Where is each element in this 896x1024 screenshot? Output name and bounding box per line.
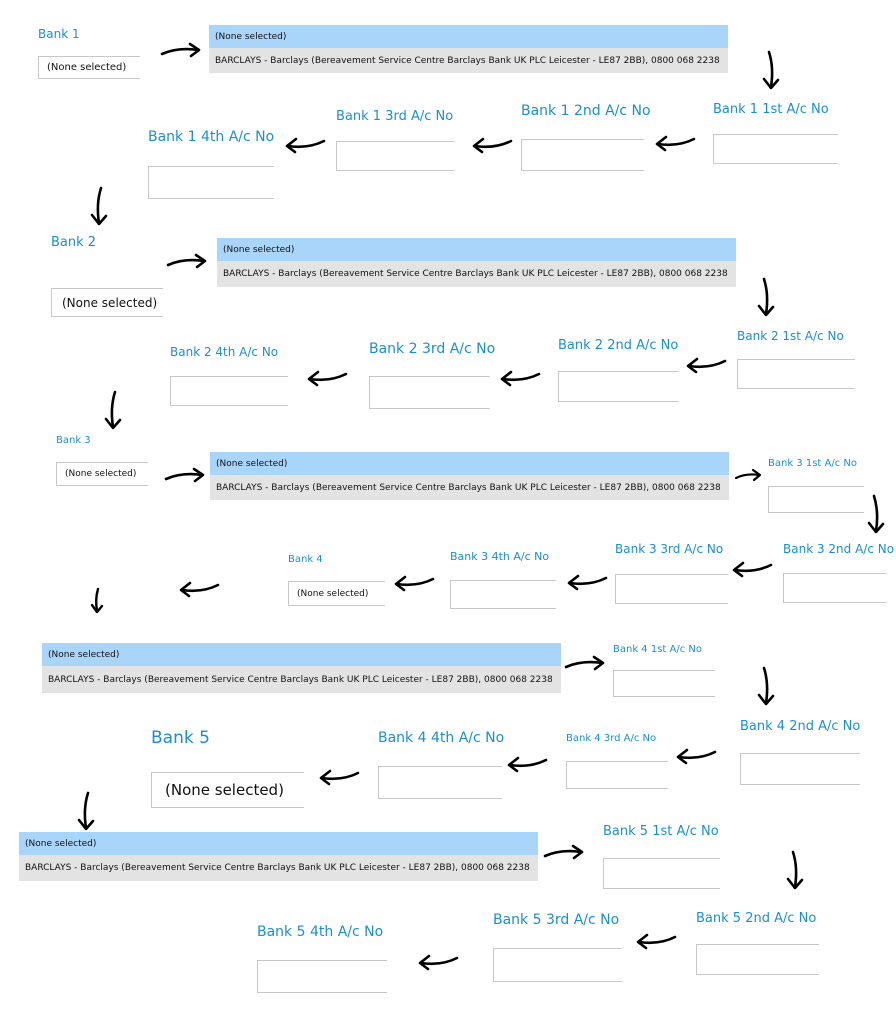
arrow-left-icon xyxy=(391,575,435,591)
arrow-left-icon xyxy=(652,135,696,151)
dropdown-option-none[interactable]: (None selected) xyxy=(209,25,728,48)
arrow-left-icon xyxy=(683,357,727,373)
arrow-left-icon xyxy=(304,370,348,386)
bank4-acc1-label: Bank 4 1st A/c No xyxy=(613,644,702,655)
bank4-acc4-label: Bank 4 4th A/c No xyxy=(378,730,505,746)
arrow-down-icon xyxy=(104,390,122,432)
arrow-left-icon xyxy=(633,933,677,949)
bank5-acc1-input[interactable] xyxy=(603,858,720,889)
bank1-dropdown-list[interactable] xyxy=(209,25,728,73)
bank2-acc4-label: Bank 2 4th A/c No xyxy=(170,345,279,359)
bank4-select[interactable]: (None selected) xyxy=(288,581,385,606)
arrow-right-icon xyxy=(564,655,608,671)
arrow-down-icon xyxy=(762,50,780,92)
arrow-left-icon xyxy=(729,561,773,577)
arrow-left-icon xyxy=(504,756,548,772)
dropdown-option-barclays[interactable]: BARCLAYS - Barclays (Bereavement Service Centre Barclays Bank UK PLC Leicester - LE87 2BB), 0800 068 2238 xyxy=(209,48,728,73)
arrow-down-icon xyxy=(89,587,105,615)
bank4-dropdown-list[interactable] xyxy=(42,643,561,693)
bank2-select[interactable]: (None selected) xyxy=(51,288,163,317)
arrow-down-icon xyxy=(77,791,95,833)
bank1-acc3-input[interactable] xyxy=(336,141,454,171)
bank2-acc3-label: Bank 2 3rd A/c No xyxy=(369,341,496,357)
bank4-acc1-input[interactable] xyxy=(613,670,715,697)
arrow-right-icon xyxy=(160,42,204,58)
dropdown-option-none[interactable]: (None selected) xyxy=(42,643,561,666)
bank3-acc2-input[interactable] xyxy=(783,573,886,603)
arrow-left-icon xyxy=(497,370,541,386)
bank5-acc4-label: Bank 5 4th A/c No xyxy=(257,924,384,940)
bank1-acc4-input[interactable] xyxy=(148,166,274,199)
arrow-down-icon xyxy=(757,277,775,319)
bank3-acc4-label: Bank 3 4th A/c No xyxy=(450,550,550,563)
bank4-acc2-label: Bank 4 2nd A/c No xyxy=(740,719,861,734)
bank5-select[interactable]: (None selected) xyxy=(151,772,304,808)
arrow-left-icon xyxy=(316,769,360,785)
arrow-left-icon xyxy=(415,954,459,970)
arrow-left-icon xyxy=(673,748,717,764)
bank4-acc4-input[interactable] xyxy=(378,766,502,799)
bank4-label: Bank 4 xyxy=(288,554,323,565)
bank4-acc2-input[interactable] xyxy=(740,753,860,785)
dropdown-option-barclays[interactable]: BARCLAYS - Barclays (Bereavement Service Centre Barclays Bank UK PLC Leicester - LE87 2BB), 0800 068 2238 xyxy=(217,261,736,287)
bank5-acc4-input[interactable] xyxy=(257,960,387,993)
dropdown-option-barclays[interactable]: BARCLAYS - Barclays (Bereavement Service Centre Barclays Bank UK PLC Leicester - LE87 2BB), 0800 068 2238 xyxy=(42,666,561,693)
arrow-left-icon xyxy=(282,137,326,153)
bank4-acc3-input[interactable] xyxy=(566,761,668,789)
bank2-label: Bank 2 xyxy=(51,235,97,250)
bank1-acc1-label: Bank 1 1st A/c No xyxy=(713,102,829,117)
bank3-acc1-label: Bank 3 1st A/c No xyxy=(768,458,857,469)
bank2-acc2-label: Bank 2 2nd A/c No xyxy=(558,338,679,353)
bank1-acc3-label: Bank 1 3rd A/c No xyxy=(336,109,454,124)
bank3-acc2-label: Bank 3 2nd A/c No xyxy=(783,542,895,556)
arrow-right-icon xyxy=(166,253,210,269)
bank5-acc1-label: Bank 5 1st A/c No xyxy=(603,824,719,839)
bank5-dropdown-list[interactable] xyxy=(19,832,538,881)
dropdown-option-none[interactable]: (None selected) xyxy=(217,238,736,261)
bank2-acc3-input[interactable] xyxy=(369,376,490,409)
arrow-down-icon xyxy=(786,850,804,892)
bank5-acc3-label: Bank 5 3rd A/c No xyxy=(493,912,620,928)
bank3-acc3-input[interactable] xyxy=(615,574,728,604)
arrow-right-icon xyxy=(164,467,208,483)
dropdown-option-barclays[interactable]: BARCLAYS - Barclays (Bereavement Service Centre Barclays Bank UK PLC Leicester - LE87 2BB), 0800 068 2238 xyxy=(19,855,538,881)
bank5-acc2-input[interactable] xyxy=(696,944,819,975)
arrow-right-icon xyxy=(734,468,764,482)
bank2-acc1-input[interactable] xyxy=(737,359,855,389)
arrow-down-icon xyxy=(90,186,108,228)
bank4-acc3-label: Bank 4 3rd A/c No xyxy=(566,733,657,744)
bank3-acc4-input[interactable] xyxy=(450,580,556,609)
dropdown-option-barclays[interactable]: BARCLAYS - Barclays (Bereavement Service Centre Barclays Bank UK PLC Leicester - LE87 2BB), 0800 068 2238 xyxy=(210,475,729,500)
bank1-label: Bank 1 xyxy=(38,27,80,41)
arrow-down-icon xyxy=(757,666,775,708)
bank5-acc2-label: Bank 5 2nd A/c No xyxy=(696,911,817,926)
arrow-left-icon xyxy=(176,581,220,597)
bank2-acc2-input[interactable] xyxy=(558,371,679,402)
bank1-acc2-label: Bank 1 2nd A/c No xyxy=(521,103,651,119)
bank2-acc4-input[interactable] xyxy=(170,376,288,406)
bank3-dropdown-list[interactable] xyxy=(210,452,729,500)
bank3-label: Bank 3 xyxy=(56,435,91,446)
arrow-left-icon xyxy=(469,137,513,153)
bank3-acc3-label: Bank 3 3rd A/c No xyxy=(615,542,724,556)
bank2-acc1-label: Bank 2 1st A/c No xyxy=(737,329,844,343)
dropdown-option-none[interactable]: (None selected) xyxy=(210,452,729,475)
arrow-left-icon xyxy=(564,574,608,590)
dropdown-option-none[interactable]: (None selected) xyxy=(19,832,538,855)
bank3-acc1-input[interactable] xyxy=(768,486,864,513)
arrow-right-icon xyxy=(543,844,587,860)
bank5-acc3-input[interactable] xyxy=(493,948,622,982)
bank2-dropdown-list[interactable] xyxy=(217,238,736,287)
bank1-acc4-label: Bank 1 4th A/c No xyxy=(148,129,275,145)
arrow-down-icon xyxy=(867,494,885,536)
bank1-select[interactable]: (None selected) xyxy=(38,56,140,79)
bank1-acc1-input[interactable] xyxy=(713,134,838,164)
bank5-label: Bank 5 xyxy=(151,728,210,748)
bank1-acc2-input[interactable] xyxy=(521,139,644,171)
bank3-select[interactable]: (None selected) xyxy=(56,462,148,486)
